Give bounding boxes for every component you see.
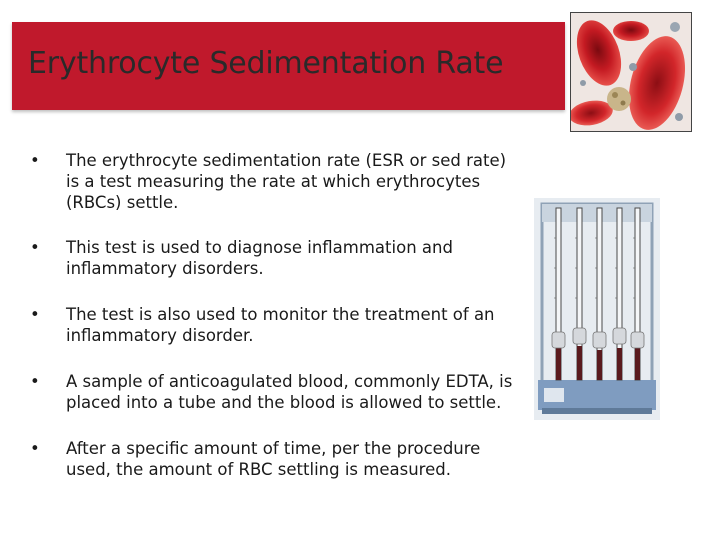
bullet-text: This test is used to diagnose inflammation and inflammatory disorders.: [66, 238, 453, 278]
bullet-marker: •: [30, 439, 40, 458]
bullet-marker: •: [30, 151, 40, 170]
bullet-item: [30, 237, 520, 279]
bullet-text: The test is also used to monitor the treatment of an inflammatory disorder.: [66, 305, 495, 345]
title-bar: [12, 22, 565, 110]
bullet-marker: •: [30, 238, 40, 257]
bullet-list: [30, 150, 520, 505]
bullet-item: [30, 304, 520, 346]
bullet-item: [30, 371, 520, 413]
esr-rack-image: [534, 198, 660, 420]
red-blood-cells-image: [570, 12, 692, 132]
bullet-marker: •: [30, 305, 40, 324]
bullet-item: [30, 438, 520, 480]
bullet-text: The erythrocyte sedimentation rate (ESR or sed rate) is a test measuring the rate at which erythrocytes (RBCs) settle.: [66, 151, 507, 212]
bullet-marker: •: [30, 372, 40, 391]
bullet-text: A sample of anticoagulated blood, commonly EDTA, is placed into a tube and the blood is allowed to settle.: [66, 372, 513, 412]
slide-title: Erythrocyte Sedimentation Rate: [28, 46, 504, 81]
bullet-text: After a specific amount of time, per the procedure used, the amount of RBC settling is measured.: [66, 439, 481, 479]
sedimentation-rack-icon: [534, 198, 660, 420]
red-blood-cells-icon: [571, 13, 691, 131]
bullet-item: [30, 150, 520, 213]
